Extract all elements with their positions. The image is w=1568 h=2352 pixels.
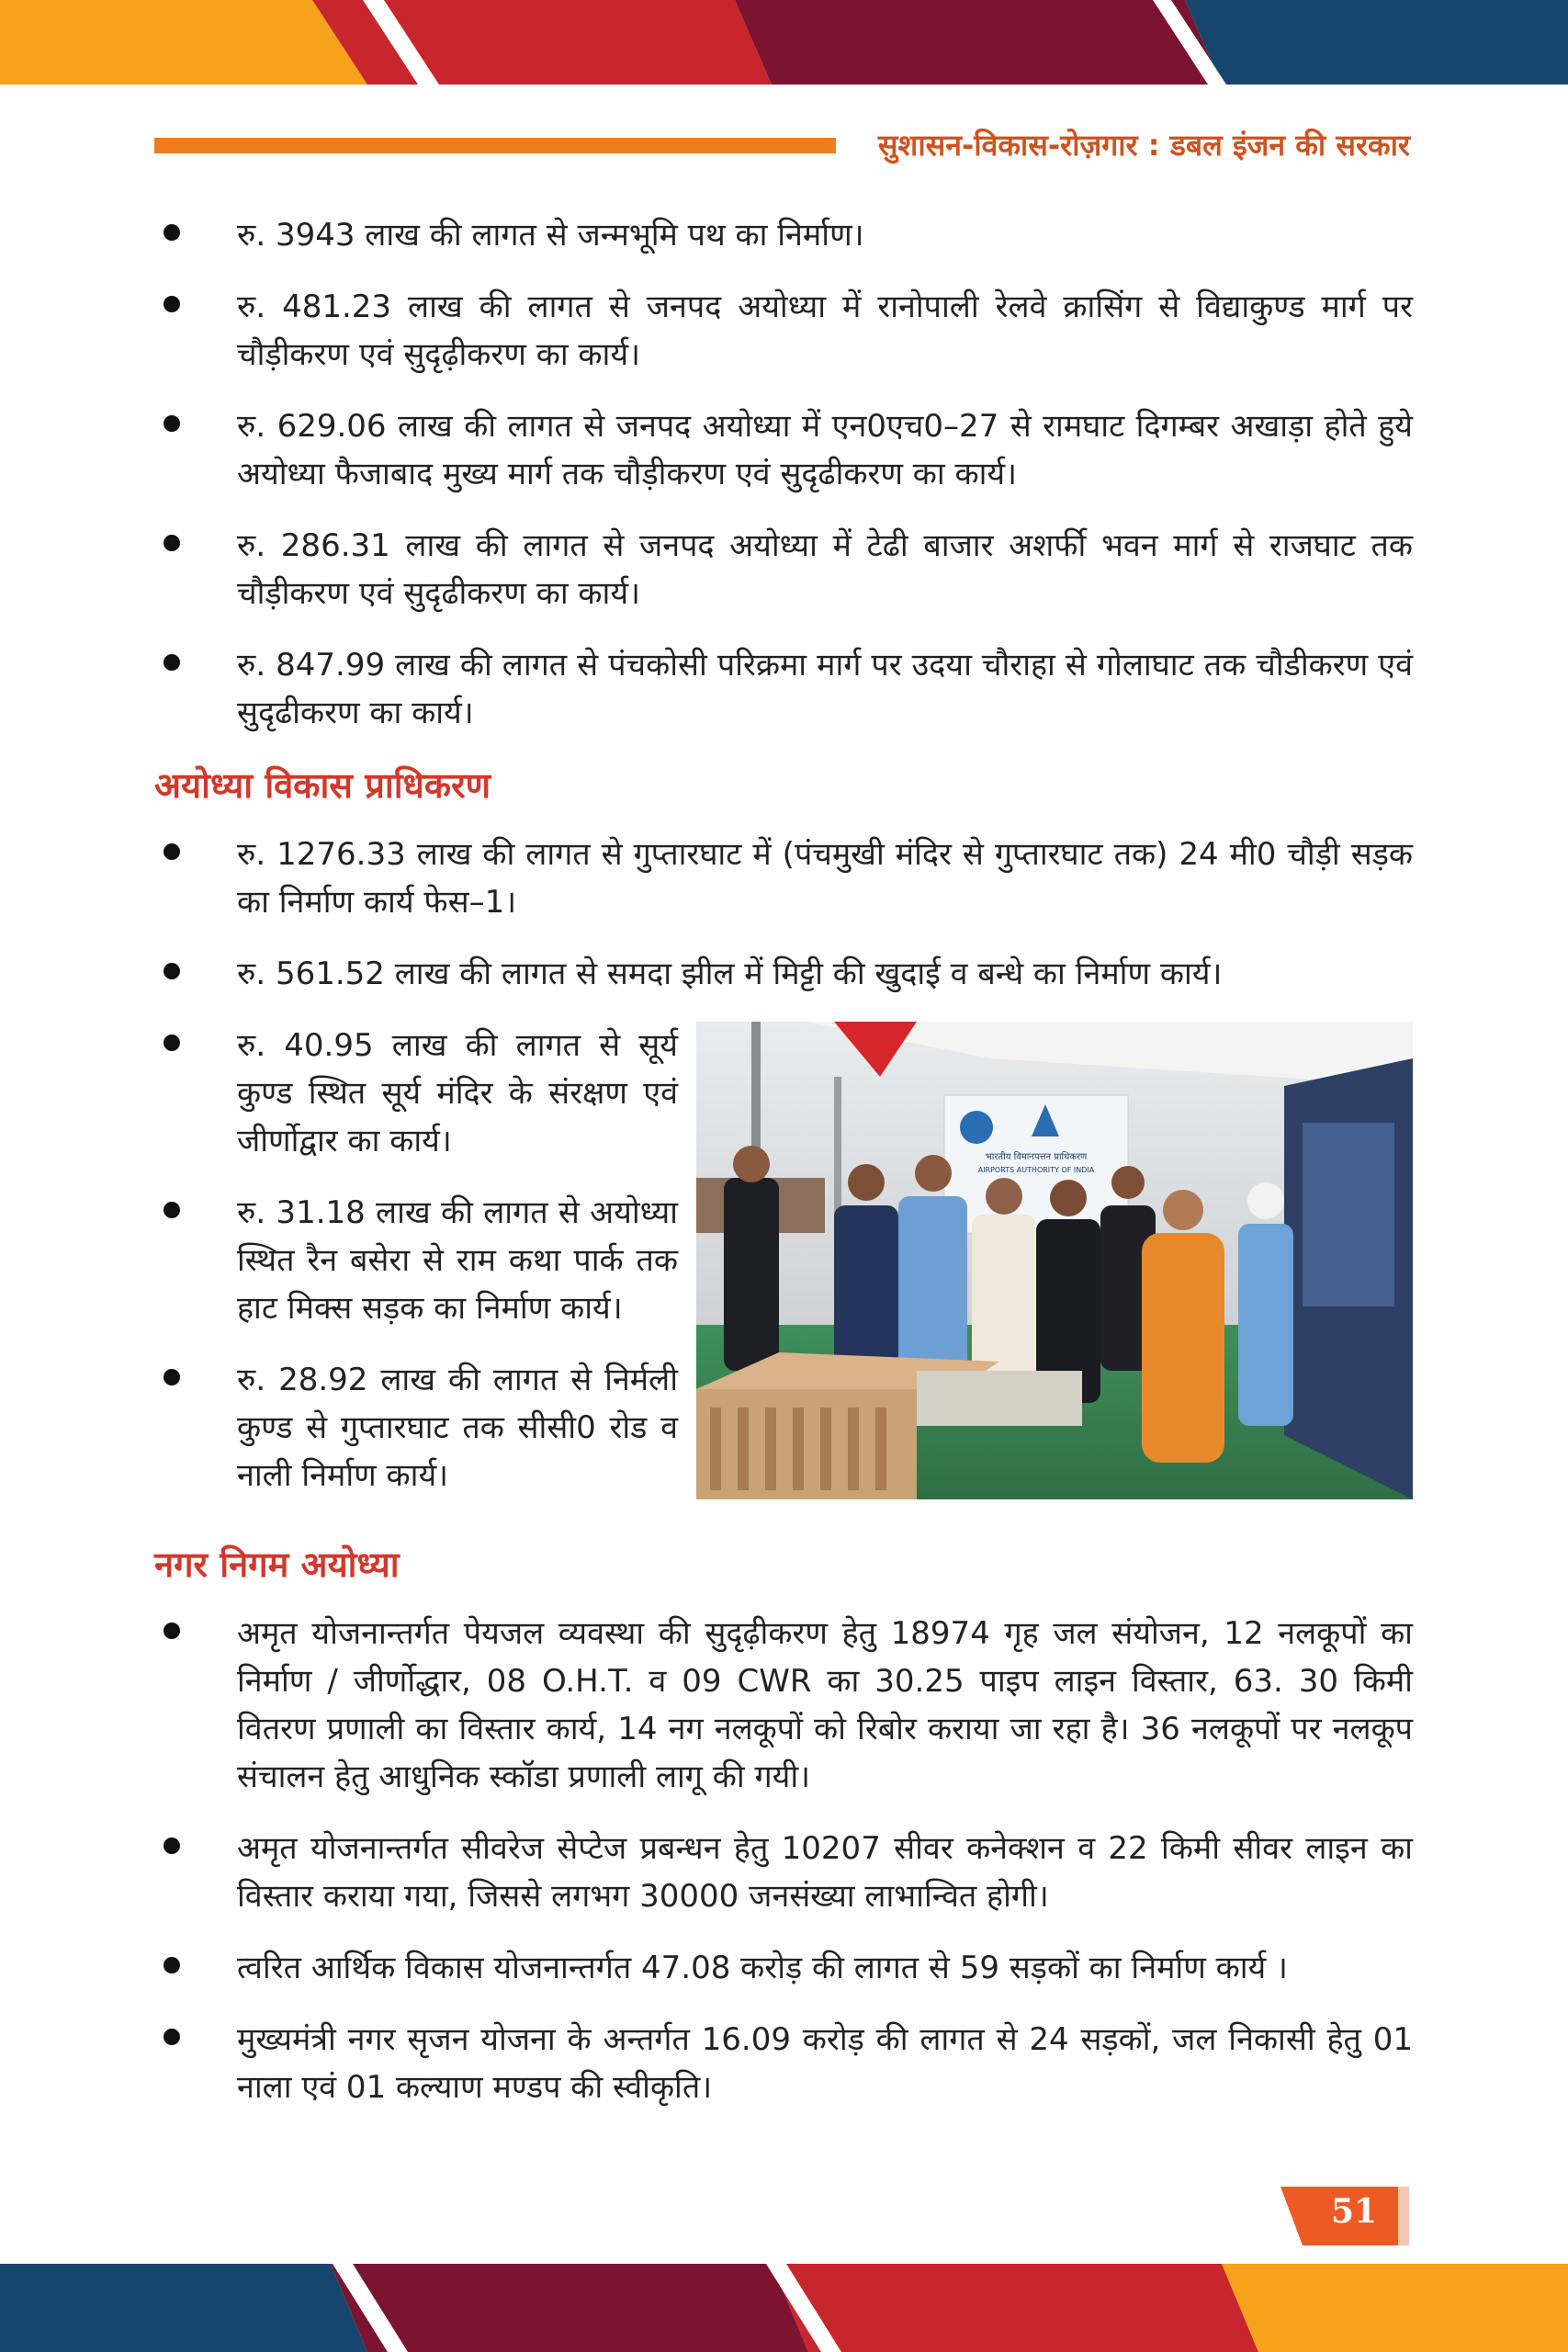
page-number-tab: [1280, 2187, 1409, 2245]
list-item: रु. 629.06 लाख की लागत से जनपद अयोध्या में एन0एच0–27 से रामघाट दिगम्बर अखाड़ा होते हुये अयोध्या फैजाबाद मुख्य मार्ग तक चौड़ीकरण एवं सुदृढीकरण का कार्य।: [154, 402, 1413, 498]
bullet-icon: [164, 224, 180, 241]
page-content: [154, 211, 1413, 2135]
bullet-icon: [164, 535, 180, 551]
list-item: रु. 481.23 लाख की लागत से जनपद अयोध्या में रानोपाली रेलवे क्रासिंग से विद्याकुण्ड मार्ग पर चौड़ीकरण एवं सुदृढ़ीकरण का कार्य।: [154, 283, 1413, 379]
header-rule: [154, 138, 836, 153]
bullet-icon: [164, 296, 180, 312]
list-item: रु. 31.18 लाख की लागत से अयोध्या स्थित रैन बसेरा से राम कथा पार्क तक हाट मिक्स सड़क का निर्माण कार्य।: [154, 1189, 678, 1332]
bullet-icon: [164, 2029, 180, 2045]
list-item: रु. 1276.33 लाख की लागत से गुप्तारघाट में (पंचमुखी मंदिर से गुप्तारघाट तक) 24 मी0 चौड़ी सड़क का निर्माण कार्य फेस–1।: [154, 831, 1413, 926]
bullet-icon: [164, 843, 180, 860]
bullet-icon: [164, 1957, 180, 1973]
bullet-icon: [164, 1623, 180, 1639]
bottom-decorative-band: [0, 2264, 1568, 2352]
banner-hindi-text: भारतीय विमानपत्तन प्राधिकरण: [985, 1152, 1088, 1162]
section-heading-municipal-corporation: नगर निगम अयोध्या: [154, 1544, 400, 1585]
road-works-list: [154, 211, 1413, 737]
banner-english-text: AIRPORTS AUTHORITY OF INDIA: [977, 1166, 1095, 1174]
bullet-icon: [164, 963, 180, 979]
list-item: रु. 40.95 लाख की लागत से सूर्य कुण्ड स्थित सूर्य मंदिर के संरक्षण एवं जीर्णोद्वार का कार्य।: [154, 1022, 678, 1165]
bullet-icon: [164, 1369, 180, 1385]
list-item: रु. 561.52 लाख की लागत से समदा झील में मिट्टी की खुदाई व बन्धे का निर्माण कार्य।: [154, 950, 1413, 998]
photo-row: [154, 1022, 1413, 1523]
event-photo: [696, 1022, 1413, 1499]
list-item: त्वरित आर्थिक विकास योजनान्तर्गत 47.08 करोड़ की लागत से 59 सड़कों का निर्माण कार्य ।: [154, 1944, 1413, 1992]
bullet-icon: [164, 1035, 180, 1051]
bullet-icon: [164, 1202, 180, 1218]
list-item: अमृत योजनान्तर्गत सीवरेज सेप्टेज प्रबन्धन हेतु 10207 सीवर कनेक्शन व 22 किमी सीवर लाइन का विस्तार कराया गया, जिससे लगभग 30000 जनसंख्या लाभान्वित होगी।: [154, 1825, 1413, 1920]
bullet-icon: [164, 654, 180, 671]
bullet-icon: [164, 1838, 180, 1854]
list-item: रु. 286.31 लाख की लागत से जनपद अयोध्या में टेढी बाजार अशर्फी भवन मार्ग से राजघाट तक चौड़ीकरण एवं सुदृढीकरण का कार्य।: [154, 522, 1413, 617]
top-decorative-band: [0, 0, 1568, 85]
municipal-corporation-list: [154, 1610, 1413, 2111]
list-item: रु. 28.92 लाख की लागत से निर्मली कुण्ड से गुप्तारघाट तक सीसी0 रोड व नाली निर्माण कार्य।: [154, 1356, 678, 1499]
header-title: सुशासन-विकास-रोज़गार : डबल इंजन की सरकार: [877, 128, 1410, 163]
section-heading-ayodhya-development-authority: अयोध्या विकास प्राधिकरण: [154, 765, 491, 806]
list-item: मुख्यमंत्री नगर सृजन योजना के अन्तर्गत 16.09 करोड़ की लागत से 24 सड़कों, जल निकासी हेतु 01 नाला एवं 01 कल्याण मण्डप की स्वीकृति।: [154, 2016, 1413, 2111]
page-number: 51: [1330, 2192, 1378, 2231]
side-list: [154, 1022, 678, 1523]
list-item: अमृत योजनान्तर्गत पेयजल व्यवस्था की सुदृढ़ीकरण हेतु 18974 गृह जल संयोजन, 12 नलकूपों का निर्माण / जीर्णोद्धार, 08 O.H.T. व 09 CWR का 30.25 पाइप लाइन विस्तार, 63. 30 किमी वितरण प्रणाली का विस्तार कार्य, 14 नग नलकूपों को रिबोर कराया जा रहा है। 36 नलकूपों पर नलकूप संचालन हेतु आधुनिक स्कॉडा प्रणाली लागू की गयी।: [154, 1610, 1413, 1801]
list-item: रु. 3943 लाख की लागत से जन्मभूमि पथ का निर्माण।: [154, 211, 1413, 259]
list-item: रु. 847.99 लाख की लागत से पंचकोसी परिक्रमा मार्ग पर उदया चौराहा से गोलाघाट तक चौडीकरण एवं सुदृढीकरण का कार्य।: [154, 641, 1413, 737]
bullet-icon: [164, 415, 180, 432]
development-authority-list: [154, 831, 1413, 998]
